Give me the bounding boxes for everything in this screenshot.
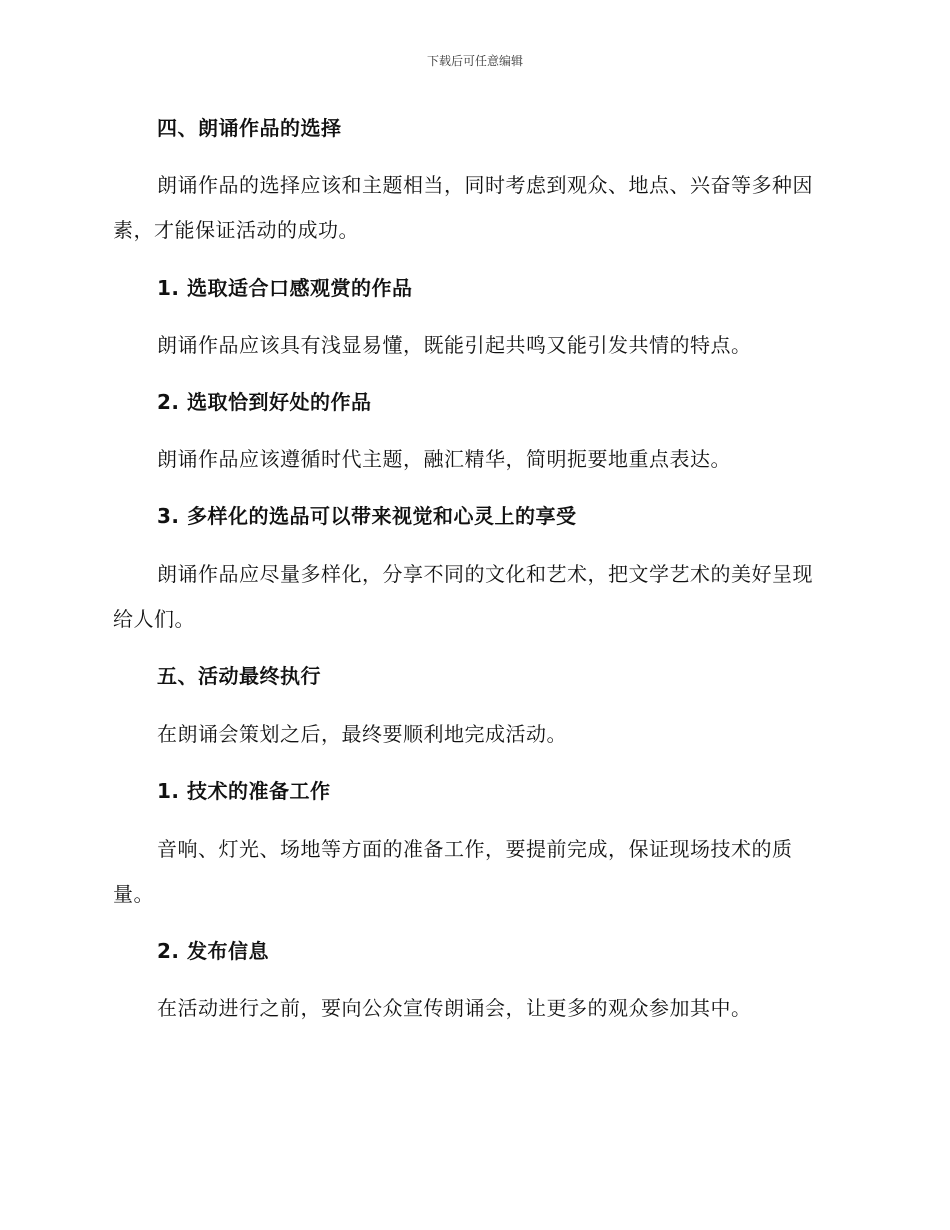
subheading: 2. 发布信息 xyxy=(157,939,269,963)
paragraph: 朗诵作品应该具有浅显易懂，既能引起共鸣又能引发共情的特点。 xyxy=(157,333,752,357)
subheading: 1. 技术的准备工作 xyxy=(157,779,331,803)
paragraph: 音响、灯光、场地等方面的准备工作，要提前完成，保证现场技术的质量。 xyxy=(113,837,793,906)
subheading: 1. 选取适合口感观赏的作品 xyxy=(157,276,413,300)
paragraph: 朗诵作品应该遵循时代主题，融汇精华，简明扼要地重点表达。 xyxy=(157,447,731,471)
page-header: 下载后可任意编辑 xyxy=(426,54,523,68)
paragraph: 朗诵作品应尽量多样化，分享不同的文化和艺术，把文学艺术的美好呈现给人们。 xyxy=(113,562,813,631)
paragraph: 在朗诵会策划之后，最终要顺利地完成活动。 xyxy=(157,722,567,746)
paragraph: 朗诵作品的选择应该和主题相当，同时考虑到观众、地点、兴奋等多种因素，才能保证活动的成功。 xyxy=(113,173,813,242)
paragraph: 在活动进行之前，要向公众宣传朗诵会，让更多的观众参加其中。 xyxy=(157,996,752,1020)
subheading: 2. 选取恰到好处的作品 xyxy=(157,390,372,414)
section-heading-4: 四、朗诵作品的选择 xyxy=(157,116,342,140)
subheading: 3. 多样化的选品可以带来视觉和心灵上的享受 xyxy=(157,504,577,528)
section-heading-5: 五、活动最终执行 xyxy=(157,664,321,688)
